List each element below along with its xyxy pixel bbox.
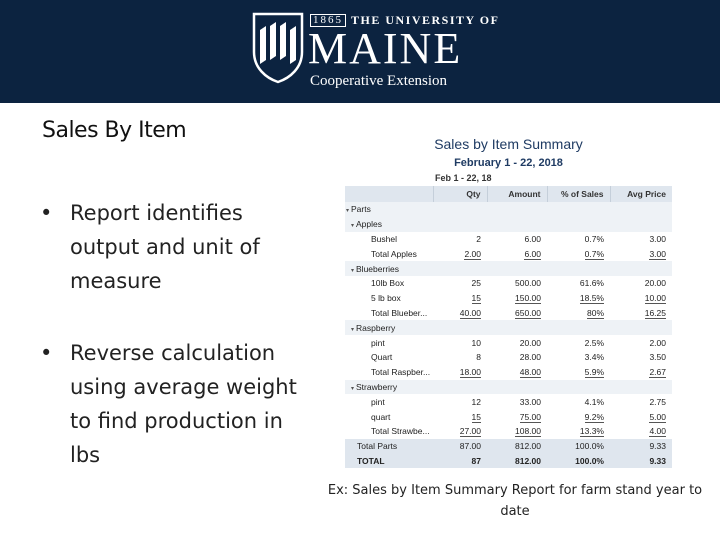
cell-value: 27.00 xyxy=(459,426,481,437)
cell-pct xyxy=(547,394,610,409)
row-label-text: 5 lb box xyxy=(371,293,401,304)
cell-value: 3.50 xyxy=(649,352,666,363)
cell-value: 80% xyxy=(586,307,604,318)
cell-qty xyxy=(433,306,487,321)
cell-qty xyxy=(433,261,487,276)
cell-amount xyxy=(487,439,547,454)
cell-qty xyxy=(433,439,487,454)
row-label-text: pint xyxy=(371,337,385,348)
cell-amount xyxy=(487,335,547,350)
cell-amount xyxy=(487,365,547,380)
cell-value: 8 xyxy=(476,352,481,363)
column-header: % of Sales xyxy=(547,186,610,202)
cell-value: 87 xyxy=(471,455,481,466)
cell-value: 18.5% xyxy=(579,293,604,304)
row-label xyxy=(345,202,433,217)
cell-value: 15 xyxy=(471,293,481,304)
cell-value: 18.00 xyxy=(459,367,481,378)
row-label xyxy=(345,217,433,232)
row-label-text: Total Raspber... xyxy=(371,367,431,378)
report-row-grand xyxy=(345,454,672,469)
bullet-item xyxy=(40,336,300,472)
cell-value: 812.00 xyxy=(515,441,541,452)
row-label-text: quart xyxy=(371,411,391,422)
cell-value: 6.00 xyxy=(524,248,541,259)
report-row-total xyxy=(345,306,672,321)
cell-qty xyxy=(433,409,487,424)
expand-triangle-icon[interactable]: ▾ xyxy=(351,223,355,230)
cell-value: 75.00 xyxy=(519,411,541,422)
cell-qty xyxy=(433,232,487,247)
bullet-text: Reverse calculation using average weight to find production in lbs xyxy=(70,341,297,467)
row-label xyxy=(345,276,433,291)
cell-amount xyxy=(487,232,547,247)
report-date-range: February 1 - 22, 2018 xyxy=(454,157,563,169)
row-label xyxy=(345,232,433,247)
cell-avg xyxy=(610,306,672,321)
cell-pct xyxy=(547,365,610,380)
row-label-text: Total Strawbe... xyxy=(371,426,430,437)
bullet-marker: • xyxy=(40,341,53,365)
cell-qty xyxy=(433,365,487,380)
row-label-text: Total Parts xyxy=(357,441,398,452)
bullet-list xyxy=(40,196,300,472)
cell-pct xyxy=(547,335,610,350)
cell-value: 3.00 xyxy=(649,248,666,259)
cell-avg xyxy=(610,217,672,232)
row-label-text: Raspberry xyxy=(356,322,396,333)
cell-amount xyxy=(487,261,547,276)
cell-value: 4.1% xyxy=(584,396,604,407)
row-label xyxy=(345,454,433,469)
cell-value: 100.0% xyxy=(575,441,604,452)
cell-qty xyxy=(433,202,487,217)
report-title: Sales by Item Summary xyxy=(434,136,583,152)
row-label xyxy=(345,380,433,395)
cell-value: 3.4% xyxy=(584,352,604,363)
cell-avg xyxy=(610,246,672,261)
report-row-item xyxy=(345,335,672,350)
cell-qty xyxy=(433,246,487,261)
shield-icon xyxy=(252,12,304,84)
row-label-text: Strawberry xyxy=(356,381,398,392)
row-label xyxy=(345,350,433,365)
cell-value: 87.00 xyxy=(459,441,481,452)
cell-value: 5.00 xyxy=(649,411,666,422)
cell-value: 16.25 xyxy=(644,307,666,318)
cell-amount xyxy=(487,217,547,232)
cell-value: 2.00 xyxy=(649,337,666,348)
cell-value: 4.00 xyxy=(649,426,666,437)
cell-pct xyxy=(547,291,610,306)
cell-value: 150.00 xyxy=(515,293,541,304)
cell-qty xyxy=(433,217,487,232)
cell-value: 0.7% xyxy=(584,233,604,244)
report-column-range: Feb 1 - 22, 18 xyxy=(435,173,492,183)
cell-value: 100.0% xyxy=(575,455,604,466)
report-header-row xyxy=(345,186,672,202)
report-row-item xyxy=(345,350,672,365)
cell-amount xyxy=(487,291,547,306)
header-banner xyxy=(0,0,720,103)
report-row-cat xyxy=(345,217,672,232)
cell-avg xyxy=(610,291,672,306)
cell-value: 40.00 xyxy=(459,307,481,318)
cell-amount xyxy=(487,409,547,424)
cell-pct xyxy=(547,454,610,469)
cell-amount xyxy=(487,454,547,469)
cell-avg xyxy=(610,454,672,469)
cell-amount xyxy=(487,246,547,261)
report-row-parts xyxy=(345,202,672,217)
cell-qty xyxy=(433,394,487,409)
cell-pct xyxy=(547,320,610,335)
cell-pct xyxy=(547,439,610,454)
cell-avg xyxy=(610,439,672,454)
cell-pct xyxy=(547,217,610,232)
row-label xyxy=(345,365,433,380)
cell-value: 500.00 xyxy=(515,278,541,289)
cell-value: 33.00 xyxy=(519,396,541,407)
row-label-text: Bushel xyxy=(371,233,397,244)
cell-value: 48.00 xyxy=(519,367,541,378)
cell-avg xyxy=(610,276,672,291)
cell-avg xyxy=(610,394,672,409)
cell-pct xyxy=(547,276,610,291)
cell-qty xyxy=(433,454,487,469)
report-row-item xyxy=(345,232,672,247)
cell-value: 13.3% xyxy=(579,426,604,437)
cell-pct xyxy=(547,232,610,247)
cell-value: 2.67 xyxy=(649,367,666,378)
cell-value: 9.2% xyxy=(584,411,604,422)
cell-value: 20.00 xyxy=(644,278,666,289)
cell-qty xyxy=(433,335,487,350)
column-header xyxy=(345,186,433,202)
row-label-text: Blueberries xyxy=(356,263,400,274)
cell-avg xyxy=(610,350,672,365)
report-row-cat xyxy=(345,261,672,276)
cell-avg xyxy=(610,261,672,276)
cell-pct xyxy=(547,261,610,276)
row-label xyxy=(345,246,433,261)
cell-value: 20.00 xyxy=(519,337,541,348)
cell-avg xyxy=(610,380,672,395)
report-row-item xyxy=(345,394,672,409)
cell-pct xyxy=(547,202,610,217)
row-label-text: Parts xyxy=(351,204,371,215)
cell-value: 108.00 xyxy=(515,426,541,437)
column-header: Qty xyxy=(433,186,487,202)
row-label xyxy=(345,335,433,350)
cell-value: 15 xyxy=(471,411,481,422)
row-label xyxy=(345,261,433,276)
report-row-tparts xyxy=(345,439,672,454)
founding-year: 1865 xyxy=(310,14,346,27)
row-label xyxy=(345,409,433,424)
cell-pct xyxy=(547,306,610,321)
cell-amount xyxy=(487,276,547,291)
cell-pct xyxy=(547,409,610,424)
row-label xyxy=(345,291,433,306)
cell-value: 28.00 xyxy=(519,352,541,363)
row-label-text: Quart xyxy=(371,352,393,363)
cell-amount xyxy=(487,202,547,217)
cell-avg xyxy=(610,424,672,439)
cell-amount xyxy=(487,394,547,409)
report-row-item xyxy=(345,409,672,424)
cell-pct xyxy=(547,246,610,261)
report-row-cat xyxy=(345,380,672,395)
cell-qty xyxy=(433,291,487,306)
bullet-item xyxy=(40,196,300,298)
cell-value: 9.33 xyxy=(649,455,666,466)
cell-qty xyxy=(433,380,487,395)
expand-triangle-icon[interactable]: ▾ xyxy=(351,326,355,333)
row-label xyxy=(345,306,433,321)
cell-qty xyxy=(433,350,487,365)
cell-value: 812.00 xyxy=(515,455,541,466)
report-screenshot xyxy=(345,118,672,470)
cell-amount xyxy=(487,380,547,395)
cell-value: 5.9% xyxy=(584,367,604,378)
report-row-cat xyxy=(345,320,672,335)
cell-value: 0.7% xyxy=(584,248,604,259)
cell-avg xyxy=(610,202,672,217)
cell-amount xyxy=(487,320,547,335)
cell-pct xyxy=(547,350,610,365)
cell-value: 61.6% xyxy=(579,278,604,289)
cell-value: 10 xyxy=(471,337,481,348)
cell-avg xyxy=(610,409,672,424)
cell-avg xyxy=(610,320,672,335)
row-label-text: 10lb Box xyxy=(371,278,405,289)
row-label xyxy=(345,439,433,454)
column-header: Amount xyxy=(487,186,547,202)
report-row-total xyxy=(345,365,672,380)
cell-value: 12 xyxy=(471,396,481,407)
row-label-text: Total Apples xyxy=(371,248,417,259)
row-label-text: pint xyxy=(371,396,385,407)
column-header: Avg Price xyxy=(610,186,672,202)
cell-value: 2.5% xyxy=(584,337,604,348)
report-row-item xyxy=(345,291,672,306)
cell-amount xyxy=(487,424,547,439)
row-label-text: Apples xyxy=(356,219,383,230)
cell-value: 3.00 xyxy=(649,233,666,244)
bullet-text: Report identifies output and unit of measure xyxy=(70,201,260,293)
row-label-text: Total Blueber... xyxy=(371,307,428,318)
cell-qty xyxy=(433,276,487,291)
expand-triangle-icon[interactable]: ▾ xyxy=(351,385,355,392)
report-row-total xyxy=(345,424,672,439)
row-label xyxy=(345,424,433,439)
cell-value: 2.00 xyxy=(464,248,481,259)
cell-qty xyxy=(433,320,487,335)
cell-qty xyxy=(433,424,487,439)
slide-title: Sales By Item xyxy=(42,118,187,143)
cell-amount xyxy=(487,306,547,321)
cell-pct xyxy=(547,424,610,439)
cell-avg xyxy=(610,335,672,350)
maine-wordmark: MAINE xyxy=(308,24,463,73)
cell-value: 6.00 xyxy=(524,233,541,244)
report-body xyxy=(345,202,672,468)
expand-triangle-icon[interactable]: ▾ xyxy=(346,208,350,215)
row-label xyxy=(345,320,433,335)
row-label xyxy=(345,394,433,409)
cell-value: 25 xyxy=(471,278,481,289)
cell-value: 2.75 xyxy=(649,396,666,407)
university-of-label: THE UNIVERSITY OF xyxy=(351,12,500,27)
report-row-item xyxy=(345,276,672,291)
figure-caption: Ex: Sales by Item Summary Report for farm stand year to date xyxy=(327,483,703,519)
report-table xyxy=(345,186,672,468)
cell-avg xyxy=(610,232,672,247)
cell-value: 650.00 xyxy=(515,307,541,318)
cell-value: 2 xyxy=(476,233,481,244)
extension-subtitle: Cooperative Extension xyxy=(310,73,448,89)
university-logo xyxy=(252,12,500,94)
cell-avg xyxy=(610,365,672,380)
cell-amount xyxy=(487,350,547,365)
expand-triangle-icon[interactable]: ▾ xyxy=(351,267,355,274)
row-label-text: TOTAL xyxy=(357,455,385,466)
cell-value: 9.33 xyxy=(649,441,666,452)
cell-value: 10.00 xyxy=(644,293,666,304)
report-row-total xyxy=(345,246,672,261)
bullet-marker: • xyxy=(40,201,53,225)
cell-pct xyxy=(547,380,610,395)
